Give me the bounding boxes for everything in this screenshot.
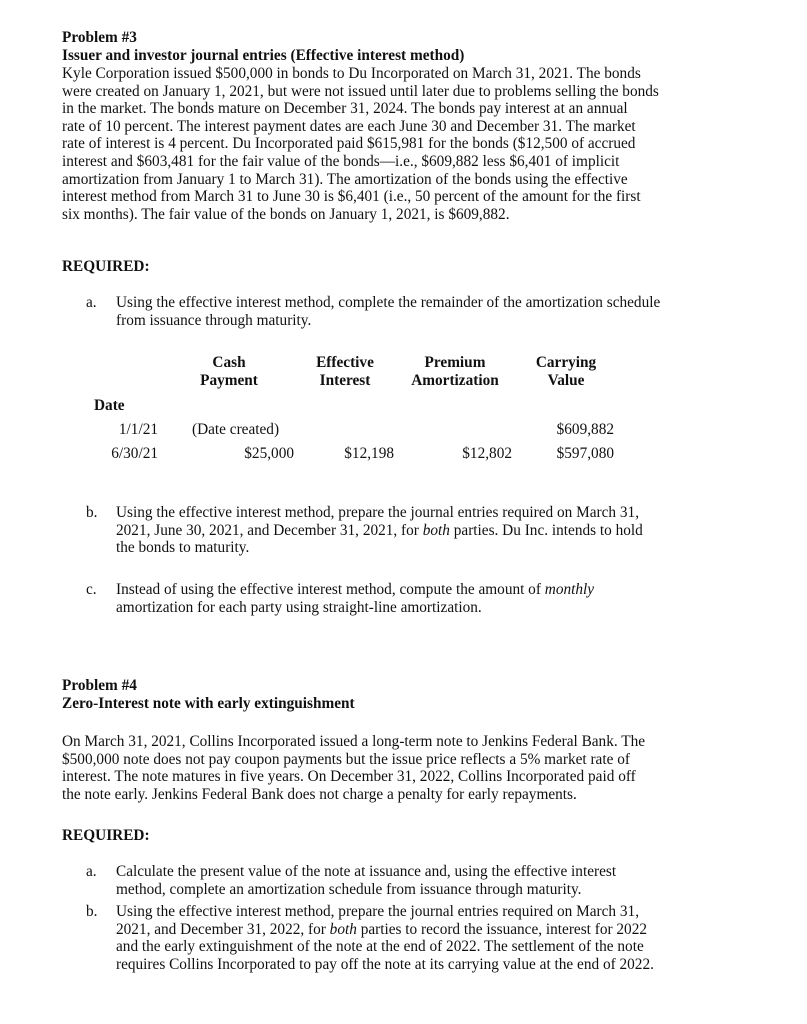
problem4-item-a <box>86 863 746 899</box>
text-segment: Instead of using the effective interest method, compute the amount of <box>116 581 545 598</box>
header-effective-interest <box>305 354 385 389</box>
item-text <box>116 294 746 329</box>
problem4-body <box>62 733 752 803</box>
problem3-body-line: Kyle Corporation issued $500,000 in bonds to Du Incorporated on March 31, 2021. The bonds <box>62 65 641 82</box>
problem3-item-b <box>86 504 746 560</box>
item-text-line: the bonds to maturity. <box>116 539 250 557</box>
problem3-body-line: interest method from March 31 to June 30 is $6,401 (i.e., 50 percent of the amount for the first <box>62 188 641 206</box>
row1-cash: (Date created) <box>192 421 280 438</box>
item-text-line <box>116 921 746 939</box>
item-text-line <box>116 522 746 540</box>
problem3-body-line: rate of 10 percent. The interest payment dates are each June 30 and December 31. The market <box>62 117 636 135</box>
problem3-title: Issuer and investor journal entries (Effective interest method) <box>62 47 465 64</box>
problem4-number: Problem #4 <box>62 677 137 694</box>
item-letter: b. <box>86 903 98 920</box>
header-carrying-line2: Value <box>547 371 585 389</box>
problem4-required-label: REQUIRED: <box>62 827 150 844</box>
header-carrying-value <box>526 354 606 389</box>
item-text <box>116 504 746 557</box>
item-text <box>116 903 746 973</box>
header-premium-line2: Amortization <box>411 371 499 389</box>
header-carrying-line1: Carrying <box>535 354 597 371</box>
item-letter: b. <box>86 504 98 521</box>
problem4-body-line: On March 31, 2021, Collins Incorporated issued a long-term note to Jenkins Federal Bank. The <box>62 733 646 750</box>
problem3-item-c <box>86 581 746 621</box>
problem3-body <box>62 65 752 223</box>
item-text <box>116 581 746 616</box>
row1-date: 1/1/21 <box>118 421 158 438</box>
emphasis-text: monthly <box>544 581 595 598</box>
problem3-body-line: were created on January 1, 2021, but were not issued until later due to problems selling the bonds <box>62 82 659 100</box>
item-text <box>116 863 746 898</box>
problem4-title: Zero-Interest note with early extinguishment <box>62 695 355 712</box>
problem3-body-line: amortization from January 1 to March 31). The amortization of the bonds using the effective <box>62 170 628 188</box>
item-letter: c. <box>86 581 97 598</box>
problem3-item-a <box>86 294 746 334</box>
item-text-line: and the early extinguishment of the note at the end of 2022. The settlement of the note <box>116 938 644 956</box>
item-text-line: requires Collins Incorporated to pay off the note at its carrying value at the end of 2022. <box>116 955 654 973</box>
text-segment: parties. Du Inc. intends to hold <box>449 521 643 539</box>
problem3-body-line: six months). The fair value of the bonds on January 1, 2021, is $609,882. <box>62 205 510 223</box>
header-premium-line1: Premium <box>424 354 486 371</box>
item-letter: a. <box>86 863 97 880</box>
emphasis-text: both <box>422 521 450 539</box>
item-text-line: Using the effective interest method, prepare the journal entries required on March 31, <box>116 903 640 920</box>
text-segment: 2021, and December 31, 2022, for <box>116 920 330 938</box>
text-segment: 2021, June 30, 2021, and December 31, 2021, for <box>116 521 423 539</box>
row2-cash: $25,000 <box>244 445 294 462</box>
row2-date: 6/30/21 <box>111 445 158 462</box>
header-premium-amortization <box>402 354 508 389</box>
header-date: Date <box>94 397 125 414</box>
problem3-body-line: rate of interest is 4 percent. Du Incorporated paid $615,981 for the bonds ($12,500 of accrued <box>62 135 636 153</box>
problem4-body-line: the note early. Jenkins Federal Bank does not charge a penalty for early repayments. <box>62 785 577 803</box>
header-cash-line2: Payment <box>200 371 258 389</box>
item-text-line: from issuance through maturity. <box>116 311 312 329</box>
row2-interest: $12,198 <box>344 445 394 462</box>
row1-carrying: $609,882 <box>556 421 614 438</box>
item-letter: a. <box>86 294 97 311</box>
item-text-line: Calculate the present value of the note at issuance and, using the effective interest <box>116 863 617 880</box>
problem4-item-b <box>86 903 746 975</box>
header-effective-line1: Effective <box>316 354 374 371</box>
item-text-line: method, complete an amortization schedule from issuance through maturity. <box>116 880 582 898</box>
item-text-line: Using the effective interest method, prepare the journal entries required on March 31, <box>116 504 640 521</box>
problem4-body-line: $500,000 note does not pay coupon payments but the issue price reflects a 5% market rate of <box>62 750 630 768</box>
header-cash-line1: Cash <box>212 354 246 371</box>
text-segment: parties to record the issuance, interest for 2022 <box>356 920 647 938</box>
row2-carrying: $597,080 <box>556 445 614 462</box>
problem3-required-label: REQUIRED: <box>62 258 150 275</box>
problem3-number: Problem #3 <box>62 29 137 46</box>
item-text-line: amortization for each party using straight-line amortization. <box>116 598 482 616</box>
item-text-line: Using the effective interest method, complete the remainder of the amortization schedule <box>116 294 661 311</box>
header-cash <box>190 354 268 389</box>
row2-premium: $12,802 <box>462 445 512 462</box>
problem3-body-line: interest and $603,481 for the fair value of the bonds—i.e., $609,882 less $6,401 of implicit <box>62 152 620 170</box>
header-effective-line2: Interest <box>319 371 371 389</box>
problem3-body-line: in the market. The bonds mature on December 31, 2024. The bonds pay interest at an annual <box>62 100 628 118</box>
emphasis-text: both <box>329 920 357 938</box>
problem4-body-line: interest. The note matures in five years. On December 31, 2022, Collins Incorporated paid off <box>62 768 636 786</box>
item-text-line <box>116 581 746 599</box>
